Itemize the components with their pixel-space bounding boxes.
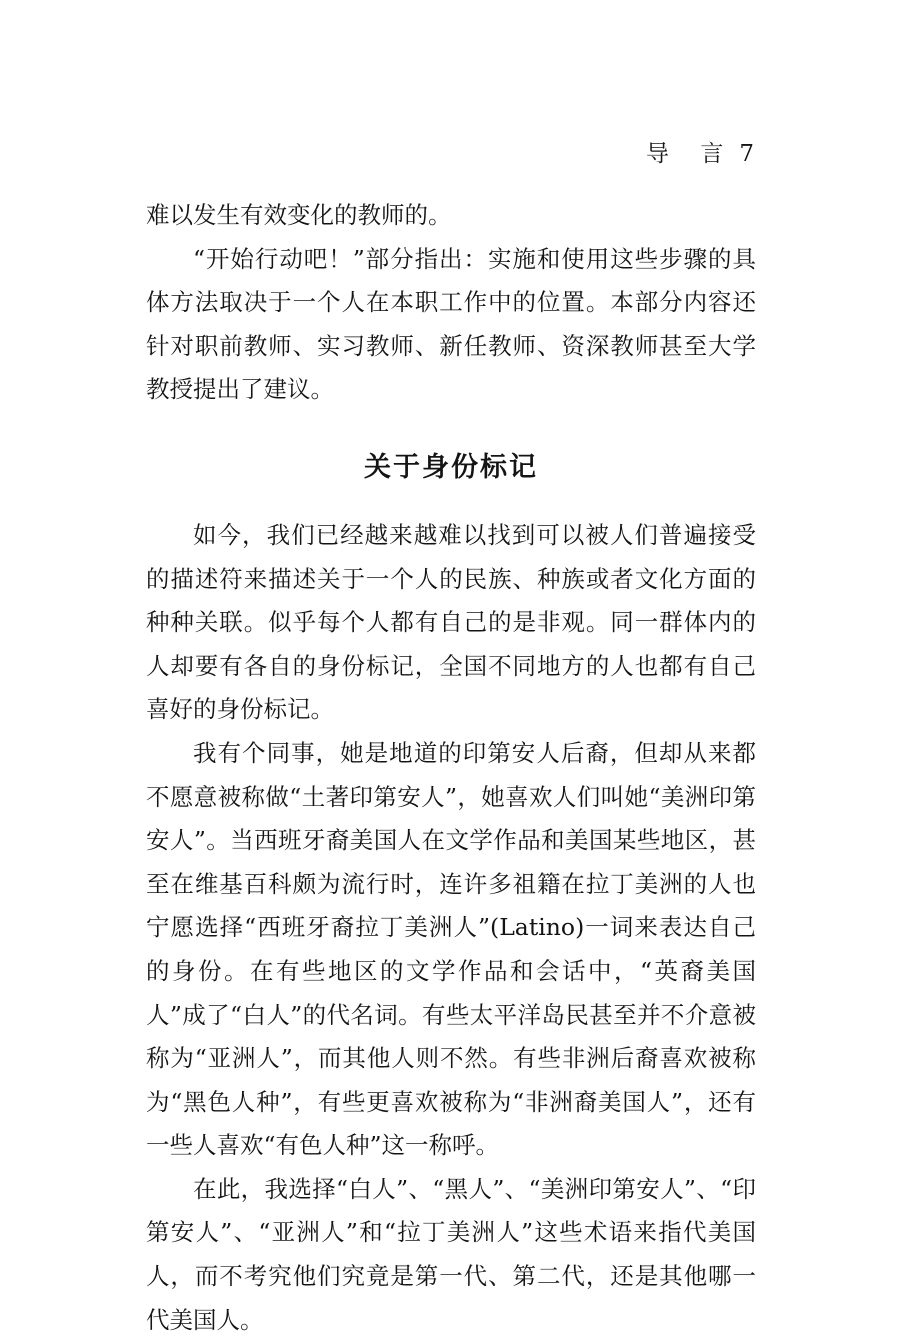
paragraph: 在此，我选择“白人”、“黑人”、“美洲印第安人”、“印第安人”、“亚洲人”和“拉丁美洲人”这些术语来指代美国人，而不考究他们究竟是第一代、第二代，还是其他哪一代美国人。 [146, 1174, 756, 1334]
chapter-title: 导 言 [646, 141, 736, 167]
page-number: 7 [739, 141, 754, 167]
paragraph: 如今，我们已经越来越难以找到可以被人们普遍接受的描述符来描述关于一个人的民族、种族或者文化方面的种种关联。似乎每个人都有自己的是非观。同一群体内的人却要有各自的身份标记，全国不同地方的人也都有自己喜好的身份标记。 [146, 520, 756, 724]
section-heading: 关于身份标记 [364, 451, 538, 483]
paragraph: “开始行动吧！”部分指出：实施和使用这些步骤的具体方法取决于一个人在本职工作中的位置。本部分内容还针对职前教师、实习教师、新任教师、资深教师甚至大学教授提出了建议。 [146, 244, 756, 404]
body-text [146, 194, 756, 1342]
paragraph-continued: 难以发生有效变化的教师的。 [146, 201, 452, 229]
running-header [646, 136, 754, 172]
paragraph: 我有个同事，她是地道的印第安人后裔，但却从来都不愿意被称做“土著印第安人”，她喜欢人们叫她“美洲印第安人”。当西班牙裔美国人在文学作品和美国某些地区，甚至在维基百科颇为流行时，连许多祖籍在拉丁美洲的人也宁愿选择“西班牙裔拉丁美洲人”(Latino)一词来表达自己的身份。在有些地区的文学作品和会话中，“英裔美国人”成了“白人”的代名词。有些太平洋岛民甚至并不介意被称为“亚洲人”，而其他人则不然。有些非洲后裔喜欢被称为“黑色人种”，有些更喜欢被称为“非洲裔美国人”，还有一些人喜欢“有色人种”这一称呼。 [146, 738, 756, 1160]
